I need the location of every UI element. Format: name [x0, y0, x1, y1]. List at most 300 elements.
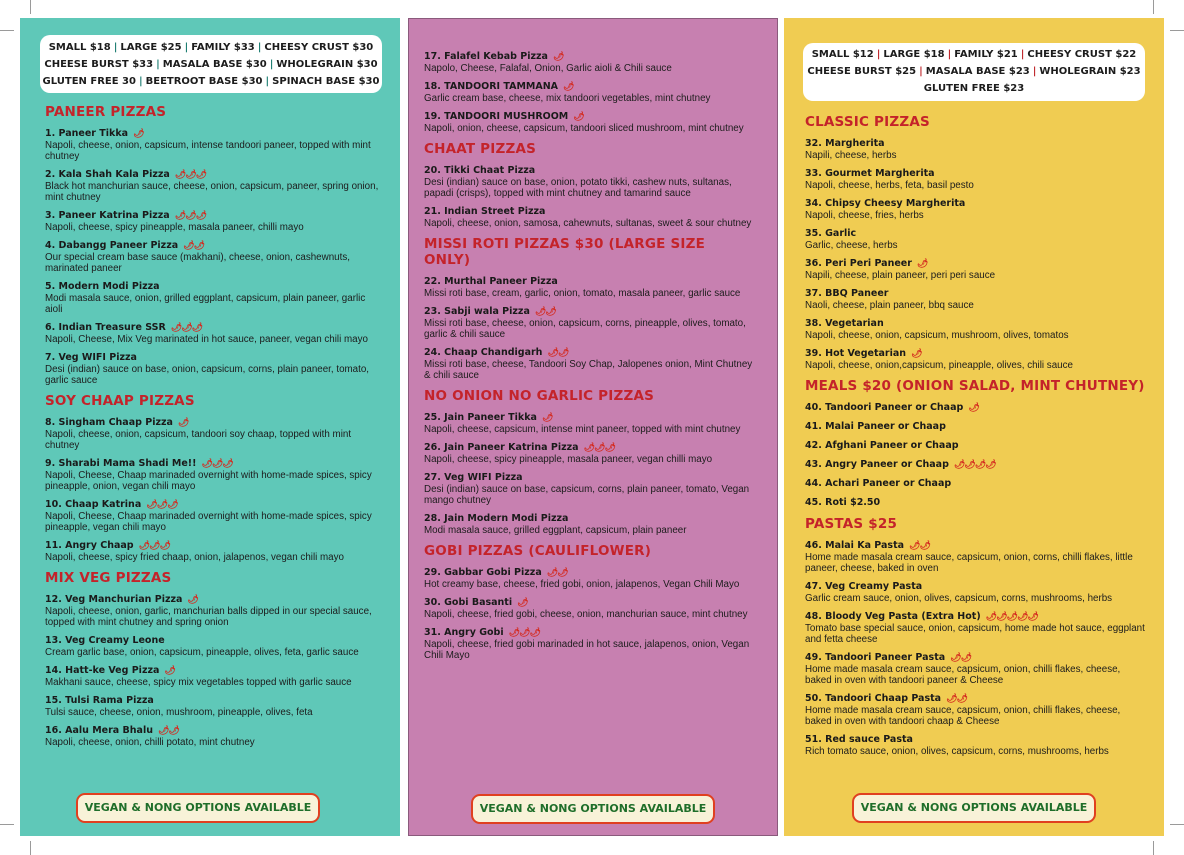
item-name: 10. Chaap Katrina — [45, 499, 142, 510]
price-separator: | — [113, 42, 118, 53]
item-title — [424, 165, 754, 177]
chili-icon: 🌶🌶🌶 — [508, 628, 540, 638]
menu-item — [424, 472, 754, 506]
item-title — [805, 497, 1145, 509]
price-option: CHEESE BURST $25 — [807, 66, 917, 77]
item-name: 6. Indian Treasure SSR — [45, 322, 166, 333]
item-title — [45, 458, 385, 470]
section-title: CLASSIC PIZZAS — [805, 114, 930, 130]
price-option: BEETROOT BASE $30 — [145, 76, 263, 87]
item-description: Hot creamy base, cheese, fried gobi, onion, jalapenos, Vegan Chili Mayo — [424, 579, 740, 590]
item-title — [805, 288, 1145, 300]
menu-item — [805, 318, 1145, 341]
item-name: 12. Veg Manchurian Pizza — [45, 594, 183, 605]
price-option: LARGE $18 — [883, 49, 945, 60]
price-option: CHEESE BURST $33 — [44, 59, 154, 70]
crop-mark — [30, 0, 31, 14]
item-title — [424, 51, 754, 63]
item-name: 25. Jain Paneer Tikka — [424, 412, 537, 423]
menu-item — [45, 169, 385, 203]
menu-item — [45, 352, 385, 386]
item-name: 15. Tulsi Rama Pizza — [45, 695, 154, 706]
price-option: CHEESY CRUST $22 — [1027, 49, 1137, 60]
price-option: SPINACH BASE $30 — [272, 76, 380, 87]
item-description: Napoli, Cheese, Mix Veg marinated in hot sauce, paneer, vegan chili mayo — [45, 334, 368, 345]
price-option: WHOLEGRAIN $30 — [276, 59, 378, 70]
item-description: Desi (indian) sauce on base, capsicum, corns, plain paneer, tomato, Vegan mango chutney — [424, 484, 750, 506]
item-description: Home made masala cream sauce, capsicum, onion, corns, chilli flakes, little paneer, cheese, baked in oven — [805, 552, 1133, 574]
item-title — [805, 540, 1145, 552]
item-title — [45, 417, 385, 429]
item-title — [805, 198, 1145, 210]
item-description: Napoli, cheese, fries, herbs — [805, 210, 924, 221]
item-title — [45, 169, 385, 181]
section-title: NO ONION NO GARLIC PIZZAS — [424, 388, 655, 404]
item-title — [805, 611, 1145, 623]
item-description: Napoli, cheese, onion,capsicum, pineapple, olives, chili sauce — [805, 360, 1073, 371]
menu-item — [805, 138, 1145, 161]
item-description: Napoli, cheese, onion, samosa, cahewnuts, sultanas, sweet & sour chutney — [424, 218, 752, 229]
item-name: 46. Malai Ka Pasta — [805, 540, 905, 551]
price-option: MASALA BASE $30 — [162, 59, 267, 70]
menu-item — [45, 458, 385, 492]
crop-mark — [1170, 824, 1184, 825]
item-description: Our special cream base sauce (makhani), cheese, onion, cashewnuts, marinated paneer — [45, 252, 350, 274]
item-title — [424, 347, 754, 359]
item-title — [45, 210, 385, 222]
crop-mark — [0, 824, 14, 825]
menu-item — [805, 478, 1145, 490]
item-name: 42. Afghani Paneer or Chaap — [805, 440, 959, 451]
menu-item — [805, 581, 1145, 604]
menu-item — [424, 206, 754, 229]
item-name: 11. Angry Chaap — [45, 540, 134, 551]
chili-icon: 🌶🌶🌶 — [146, 500, 178, 510]
menu-item — [45, 594, 385, 628]
menu-section — [45, 570, 385, 748]
vegan-options-badge: VEGAN & NONG OPTIONS AVAILABLE — [471, 794, 715, 824]
item-title — [805, 258, 1145, 270]
item-title — [424, 627, 754, 639]
item-description: Modi masala sauce, grilled eggplant, capsicum, plain paneer — [424, 525, 687, 536]
price-separator: | — [876, 49, 881, 60]
item-name: 7. Veg WIFI Pizza — [45, 352, 137, 363]
menu-section — [424, 51, 754, 134]
price-row — [40, 73, 382, 90]
menu-section — [424, 543, 754, 661]
item-title — [45, 128, 385, 140]
chili-icon: 🌶 — [177, 418, 189, 428]
chili-icon: 🌶🌶 — [950, 653, 972, 663]
item-name: 19. TANDOORI MUSHROOM — [424, 111, 569, 122]
crop-mark — [1170, 30, 1184, 31]
chili-icon: 🌶 — [133, 129, 144, 139]
item-title — [805, 652, 1145, 664]
item-description: Napili, cheese, herbs — [805, 150, 897, 161]
item-title — [424, 276, 754, 288]
item-description: Home made masala cream sauce, capsicum, onion, chilli flakes, cheese, baked in oven with tandoori chaap & Cheese — [805, 705, 1121, 727]
price-option: WHOLEGRAIN $23 — [1039, 66, 1141, 77]
chili-icon: 🌶 — [552, 52, 564, 62]
chili-icon: 🌶🌶🌶🌶🌶 — [985, 612, 1038, 622]
menu-item — [424, 567, 754, 590]
item-title — [424, 412, 754, 424]
price-option: GLUTEN FREE 30 — [42, 76, 136, 87]
menu-item — [45, 322, 385, 345]
item-description: Missi roti base, cheese, Tandoori Soy Chap, Jalopenes onion, Mint Chutney & chili sauce — [424, 359, 753, 381]
menu-item — [424, 347, 754, 381]
chili-icon: 🌶 — [573, 112, 584, 122]
price-option: SMALL $12 — [811, 49, 874, 60]
chili-icon: 🌶 — [968, 403, 979, 413]
item-title — [45, 499, 385, 511]
chili-icon: 🌶 — [916, 259, 928, 269]
item-title — [45, 725, 385, 737]
item-title — [805, 478, 1145, 490]
crop-mark — [30, 841, 31, 855]
item-name: 44. Achari Paneer or Chaap — [805, 478, 952, 489]
item-title — [424, 206, 754, 218]
item-title — [805, 440, 1145, 452]
price-separator: | — [1032, 66, 1037, 77]
menu-item — [805, 497, 1145, 509]
item-name: 40. Tandoori Paneer or Chaap — [805, 402, 964, 413]
item-title — [45, 322, 385, 334]
item-title — [424, 81, 754, 93]
menu-column-right — [805, 114, 1145, 764]
chili-icon: 🌶🌶🌶 — [583, 443, 615, 453]
item-title — [805, 318, 1145, 330]
item-name: 50. Tandoori Chaap Pasta — [805, 693, 942, 704]
price-option: GLUTEN FREE $23 — [923, 83, 1025, 94]
item-name: 22. Murthal Paneer Pizza — [424, 276, 558, 287]
chili-icon: 🌶🌶🌶 — [174, 211, 206, 221]
item-title — [424, 567, 754, 579]
chili-icon: 🌶 — [563, 82, 574, 92]
item-name: 5. Modern Modi Pizza — [45, 281, 160, 292]
menu-item — [805, 652, 1145, 686]
item-name: 20. Tikki Chaat Pizza — [424, 165, 536, 176]
menu-item — [805, 168, 1145, 191]
item-title — [45, 695, 385, 707]
menu-item — [45, 128, 385, 162]
item-title — [424, 111, 754, 123]
menu-item — [805, 459, 1145, 471]
price-separator: | — [257, 42, 262, 53]
menu-item — [424, 442, 754, 465]
item-name: 38. Vegetarian — [805, 318, 884, 329]
price-row — [803, 63, 1145, 80]
section-title: GOBI PIZZAS (CAULIFLOWER) — [424, 543, 652, 559]
crop-mark — [1153, 841, 1154, 855]
item-name: 4. Dabangg Paneer Pizza — [45, 240, 179, 251]
item-name: 35. Garlic — [805, 228, 857, 239]
menu-item — [424, 81, 754, 104]
chili-icon: 🌶🌶🌶 — [201, 459, 233, 469]
chili-icon: 🌶🌶 — [946, 694, 967, 704]
menu-column-left — [45, 104, 385, 755]
menu-section — [424, 388, 754, 536]
item-description: Napoli, cheese, spicy pineapple, masala paneer, vegan chilli mayo — [424, 454, 713, 465]
item-name: 9. Sharabi Mama Shadi Me!! — [45, 458, 197, 469]
section-title: PANEER PIZZAS — [45, 104, 167, 120]
price-separator: | — [184, 42, 189, 53]
crop-mark — [1153, 0, 1154, 14]
vegan-options-badge: VEGAN & NONG OPTIONS AVAILABLE — [852, 793, 1096, 823]
item-description: Rich tomato sauce, onion, olives, capsicum, corns, mushrooms, herbs — [805, 746, 1109, 757]
menu-item — [45, 210, 385, 233]
item-title — [805, 693, 1145, 705]
menu-item — [805, 611, 1145, 645]
price-separator: | — [265, 76, 270, 87]
price-separator: | — [947, 49, 952, 60]
item-description: Napoli, cheese, herbs, feta, basil pesto — [805, 180, 974, 191]
item-name: 33. Gourmet Margherita — [805, 168, 935, 179]
item-title — [424, 597, 754, 609]
item-description: Modi masala sauce, onion, grilled eggplant, capsicum, plain paneer, garlic aioli — [45, 293, 366, 315]
chili-icon: 🌶🌶 — [534, 307, 556, 317]
item-description: Tomato base special sauce, onion, capsicum, home made hot sauce, eggplant and fetta cheese — [805, 623, 1145, 645]
menu-item — [45, 540, 385, 563]
item-name: 17. Falafel Kebab Pizza — [424, 51, 548, 62]
item-description: Makhani sauce, cheese, spicy mix vegetables topped with garlic sauce — [45, 677, 352, 688]
item-name: 16. Aalu Mera Bhalu — [45, 725, 153, 736]
item-title — [805, 402, 1145, 414]
item-title — [45, 665, 385, 677]
price-option: CHEESY CRUST $30 — [264, 42, 374, 53]
chili-icon: 🌶 — [187, 595, 198, 605]
item-description: Cream garlic base, onion, capsicum, pineapple, olives, feta, garlic sauce — [45, 647, 359, 658]
menu-item — [424, 412, 754, 435]
item-title — [805, 168, 1145, 180]
menu-item — [805, 198, 1145, 221]
section-title: PASTAS $25 — [805, 516, 898, 532]
item-title — [805, 228, 1145, 240]
item-description: Napoli, onion, cheese, capsicum, tandoori sliced mushroom, mint chutney — [424, 123, 744, 134]
price-option: SMALL $18 — [48, 42, 111, 53]
price-box-left — [40, 35, 382, 93]
item-description: Napili, cheese, plain paneer, peri peri sauce — [805, 270, 996, 281]
menu-item — [45, 725, 385, 748]
item-title — [45, 240, 385, 252]
item-description: Garlic cream base, cheese, mix tandoori vegetables, mint chutney — [424, 93, 711, 104]
price-option: MASALA BASE $23 — [925, 66, 1030, 77]
item-title — [424, 513, 754, 525]
item-title — [45, 281, 385, 293]
price-separator: | — [138, 76, 143, 87]
item-name: 47. Veg Creamy Pasta — [805, 581, 923, 592]
item-name: 26. Jain Paneer Katrina Pizza — [424, 442, 579, 453]
item-name: 24. Chaap Chandigarh — [424, 347, 543, 358]
item-description: Tulsi sauce, cheese, onion, mushroom, pineapple, olives, feta — [45, 707, 313, 718]
price-option: FAMILY $33 — [191, 42, 255, 53]
menu-item — [805, 421, 1145, 433]
menu-item — [45, 240, 385, 274]
menu-item — [424, 51, 754, 74]
menu-item — [424, 165, 754, 199]
price-separator: | — [1020, 49, 1025, 60]
menu-item — [45, 665, 385, 688]
item-name: 32. Margherita — [805, 138, 885, 149]
item-name: 14. Hatt-ke Veg Pizza — [45, 665, 160, 676]
price-separator: | — [269, 59, 274, 70]
menu-item — [805, 440, 1145, 452]
item-description: Desi (indian) sauce on base, onion, capsicum, corns, plain paneer, tomato, garlic sauce — [45, 364, 370, 386]
section-title: MISSI ROTI PIZZAS $30 (LARGE SIZE ONLY) — [424, 236, 706, 268]
item-title — [45, 540, 385, 552]
menu-section — [424, 236, 754, 381]
item-description: Black hot manchurian sauce, cheese, onion, capsicum, paneer, spring onion, mint chutney — [45, 181, 379, 203]
chili-icon: 🌶🌶 — [546, 568, 568, 578]
item-title — [45, 594, 385, 606]
price-row — [803, 46, 1145, 63]
chili-icon: 🌶🌶🌶🌶 — [953, 460, 996, 470]
price-row — [803, 80, 1145, 97]
item-title — [45, 635, 385, 647]
item-name: 45. Roti $2.50 — [805, 497, 881, 508]
chili-icon: 🌶🌶 — [547, 348, 569, 358]
item-name: 23. Sabji wala Pizza — [424, 306, 530, 317]
menu-item — [45, 635, 385, 658]
price-box-right — [803, 43, 1145, 101]
menu-section — [805, 378, 1145, 509]
menu-item — [805, 348, 1145, 371]
item-description: Napoli, cheese, fried gobi, cheese, onion, manchurian sauce, mint chutney — [424, 609, 748, 620]
section-title: SOY CHAAP PIZZAS — [45, 393, 195, 409]
chili-icon: 🌶🌶🌶 — [138, 541, 170, 551]
item-title — [424, 442, 754, 454]
item-name: 28. Jain Modern Modi Pizza — [424, 513, 569, 524]
item-description: Napoli, cheese, fried gobi marinaded in hot sauce, jalapenos, onion, Vegan Chili Mayo — [424, 639, 750, 661]
crop-mark — [0, 30, 14, 31]
item-description: Garlic, cheese, herbs — [805, 240, 898, 251]
chili-icon: 🌶🌶 — [183, 241, 205, 251]
chili-icon: 🌶 — [164, 666, 175, 676]
item-description: Napoli, cheese, spicy fried chaap, onion, jalapenos, vegan chili mayo — [45, 552, 344, 563]
item-name: 21. Indian Street Pizza — [424, 206, 546, 217]
menu-item — [424, 513, 754, 536]
section-title: CHAAT PIZZAS — [424, 141, 537, 157]
chili-icon: 🌶 — [911, 349, 922, 359]
item-description: Napolo, Cheese, Falafal, Onion, Garlic aioli & Chili sauce — [424, 63, 672, 74]
item-description: Napoli, cheese, onion, garlic, manchurian balls dipped in our special sauce, topped with mint chutney and spring onion — [45, 606, 372, 628]
item-name: 48. Bloody Veg Pasta (Extra Hot) — [805, 611, 981, 622]
item-name: 34. Chipsy Cheesy Margherita — [805, 198, 966, 209]
chili-icon: 🌶🌶🌶 — [174, 170, 207, 180]
chili-icon: 🌶 — [541, 413, 553, 423]
item-title — [805, 734, 1145, 746]
item-title — [424, 472, 754, 484]
item-description: Napoli, cheese, onion, chilli potato, mint chutney — [45, 737, 255, 748]
item-name: 30. Gobi Basanti — [424, 597, 513, 608]
chili-icon: 🌶 — [517, 598, 528, 608]
item-name: 13. Veg Creamy Leone — [45, 635, 165, 646]
menu-item — [424, 276, 754, 299]
item-title — [805, 581, 1145, 593]
menu-item — [45, 695, 385, 718]
section-title: MIX VEG PIZZAS — [45, 570, 172, 586]
item-description: Desi (indian) sauce on base, onion, potato tikki, cashew nuts, sultanas, papadi (crisps), topped with mint chutney and tamarind sauce — [424, 177, 732, 199]
item-name: 29. Gabbar Gobi Pizza — [424, 567, 542, 578]
item-description: Napoli, cheese, onion, capsicum, intense tandoori paneer, topped with mint chutney — [45, 140, 371, 162]
item-title — [805, 459, 1145, 471]
item-description: Missi roti base, cream, garlic, onion, tomato, masala paneer, garlic sauce — [424, 288, 741, 299]
item-description: Napoli, cheese, capsicum, intense mint paneer, topped with mint chutney — [424, 424, 741, 435]
menu-panel-left — [20, 18, 400, 836]
menu-section — [805, 114, 1145, 371]
item-title — [45, 352, 385, 364]
chili-icon: 🌶🌶 — [157, 726, 179, 736]
menu-column-middle — [424, 51, 754, 668]
menu-panel-middle — [408, 18, 778, 836]
price-row — [40, 56, 382, 73]
item-description: Garlic cream sauce, onion, olives, capsicum, corns, mushrooms, herbs — [805, 593, 1113, 604]
section-title: MEALS $20 (ONION SALAD, MINT CHUTNEY) — [805, 378, 1145, 394]
item-name: 27. Veg WIFI Pizza — [424, 472, 523, 483]
item-name: 41. Malai Paneer or Chaap — [805, 421, 946, 432]
menu-item — [805, 734, 1145, 757]
item-name: 31. Angry Gobi — [424, 627, 504, 638]
item-name: 51. Red sauce Pasta — [805, 734, 913, 745]
item-name: 49. Tandoori Paneer Pasta — [805, 652, 946, 663]
item-description: Napoli, cheese, onion, capsicum, tandoori soy chaap, topped with mint chutney — [45, 429, 352, 451]
chili-icon: 🌶🌶 — [909, 541, 930, 551]
menu-item — [424, 306, 754, 340]
menu-section — [805, 516, 1145, 757]
menu-section — [424, 141, 754, 229]
menu-item — [45, 417, 385, 451]
menu-item — [805, 540, 1145, 574]
menu-panel-right — [784, 18, 1164, 836]
menu-item — [805, 693, 1145, 727]
item-title — [805, 138, 1145, 150]
item-name: 2. Kala Shah Kala Pizza — [45, 169, 170, 180]
menu-item — [45, 281, 385, 315]
price-separator: | — [919, 66, 923, 77]
item-description: Napoli, cheese, spicy pineapple, masala paneer, chilli mayo — [45, 222, 304, 233]
item-name: 1. Paneer Tikka — [45, 128, 129, 139]
price-option: LARGE $25 — [120, 42, 182, 53]
menu-section — [45, 393, 385, 563]
item-name: 3. Paneer Katrina Pizza — [45, 210, 170, 221]
menu-item — [805, 228, 1145, 251]
item-name: 39. Hot Vegetarian — [805, 348, 907, 359]
item-name: 36. Peri Peri Paneer — [805, 258, 912, 269]
chili-icon: 🌶🌶🌶 — [170, 323, 203, 333]
price-row — [40, 39, 382, 56]
item-name: 37. BBQ Paneer — [805, 288, 889, 299]
menu-section — [45, 104, 385, 386]
item-description: Napoli, Cheese, Chaap marinaded overnight with home-made spices, spicy pineapple, onion, vegan chili mayo — [45, 470, 372, 492]
menu-item — [805, 288, 1145, 311]
menu-item — [424, 627, 754, 661]
item-title — [805, 348, 1145, 360]
item-description: Naoli, cheese, plain paneer, bbq sauce — [805, 300, 974, 311]
item-title — [805, 421, 1145, 433]
item-title — [424, 306, 754, 318]
item-name: 43. Angry Paneer or Chaap — [805, 459, 949, 470]
item-description: Napoli, cheese, onion, capsicum, mushroom, olives, tomatos — [805, 330, 1069, 341]
menu-item — [424, 597, 754, 620]
price-separator: | — [156, 59, 160, 70]
menu-item — [805, 258, 1145, 281]
item-description: Home made masala cream sauce, capsicum, onion, chilli flakes, cheese, baked in oven with tandoori paneer & Cheese — [805, 664, 1121, 686]
item-name: 8. Singham Chaap Pizza — [45, 417, 173, 428]
menu-item — [45, 499, 385, 533]
menu-item — [424, 111, 754, 134]
item-name: 18. TANDOORI TAMMANA — [424, 81, 559, 92]
item-description: Missi roti base, cheese, onion, capsicum, corns, pineapple, olives, tomato, garlic & chili sauce — [424, 318, 746, 340]
